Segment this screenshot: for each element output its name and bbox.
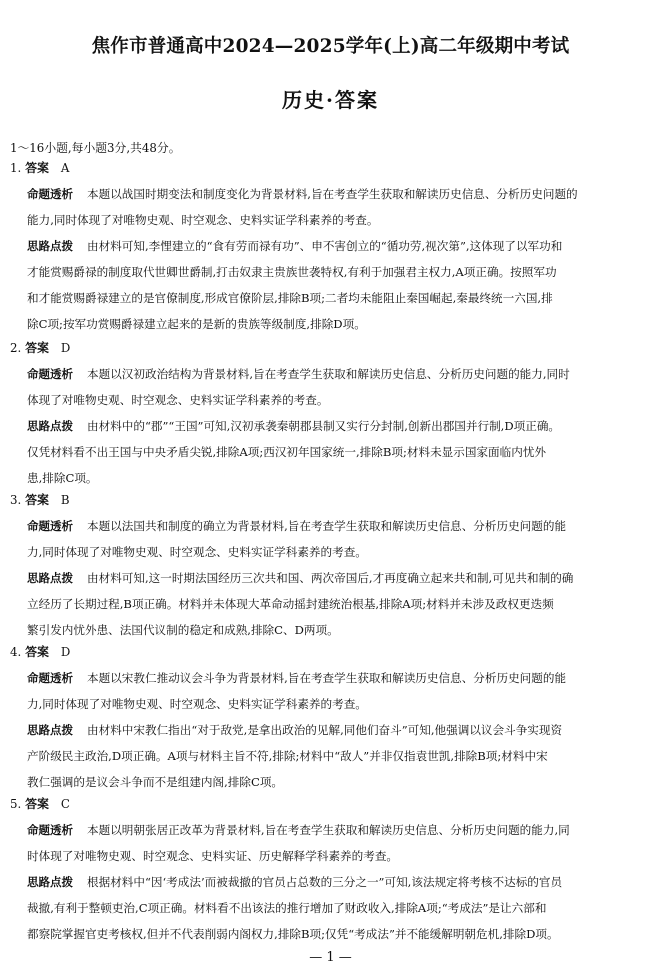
analysis-label: 命题透析 <box>27 671 73 685</box>
analysis-text: 本题以汉初政治结构为背景材料,旨在考查学生获取和解读历史信息、分析历史问题的能力,同时 <box>87 367 570 381</box>
analysis-text: 本题以法国共和制度的确立为背景材料,旨在考查学生获取和解读历史信息、分析历史问题的能 <box>87 519 567 533</box>
hint-line: 患,排除C项。 <box>27 471 98 485</box>
hint-line: 才能赏赐爵禄的制度取代世卿世爵制,打击奴隶主贵族世袭特权,有利于加强君主权力,A项正确。按照军功 <box>27 265 557 279</box>
hint-text: 由材料可知,这一时期法国经历三次共和国、两次帝国后,才再度确立起来共和制,可见共和制的确 <box>87 571 574 585</box>
hint-label: 思路点拨 <box>27 571 73 585</box>
question-header <box>10 159 69 177</box>
analysis-label: 命题透析 <box>27 519 73 533</box>
answer-value: D <box>60 341 71 355</box>
answer-label: 答案 <box>25 797 49 811</box>
answer-label: 答案 <box>25 493 49 507</box>
answer-label: 答案 <box>25 161 49 175</box>
answer-value: C <box>60 797 70 811</box>
hint-line: 繁引发内忧外患、法国代议制的稳定和成熟,排除C、D两项。 <box>27 623 339 637</box>
hint-label: 思路点拨 <box>27 419 73 433</box>
answer-label: 答案 <box>25 645 49 659</box>
answer-value: D <box>60 645 71 659</box>
hint-label: 思路点拨 <box>27 723 73 737</box>
question-number: 5. <box>10 797 22 811</box>
hint-line: 产阶级民主政治,D项正确。A项与材料主旨不符,排除;材料中“敌人”并非仅指袁世凯,排除B项;材料中宋 <box>27 749 548 763</box>
hint-text: 由材料可知,李悝建立的“食有劳而禄有功”、申不害创立的“循功劳,视次第”,这体现了以军功和 <box>87 239 563 253</box>
analysis-line: 能力,同时体现了对唯物史观、时空观念、史料实证学科素养的考查。 <box>27 213 379 227</box>
analysis-line <box>27 185 647 203</box>
analysis-text: 本题以战国时期变法和制度变化为背景材料,旨在考查学生获取和解读历史信息、分析历史问题的 <box>87 187 578 201</box>
analysis-line <box>27 669 647 687</box>
section-intro: 1～16小题,每小题3分,共48分。 <box>10 141 181 155</box>
document-title: 焦作市普通高中2024—2025学年(上)高二年级期中考试 <box>91 36 570 57</box>
hint-line <box>27 569 647 587</box>
hint-text: 由材料中宋教仁指出“对于敌党,是拿出政治的见解,同他们奋斗”可知,他强调以议会斗争实现资 <box>87 723 563 737</box>
hint-line: 都察院掌握官吏考核权,但并不代表削弱内阁权力,排除B项;仅凭“考成法”并不能缓解明朝危机,排除D项。 <box>27 927 559 941</box>
analysis-text: 本题以宋教仁推动议会斗争为背景材料,旨在考查学生获取和解读历史信息、分析历史问题的能 <box>87 671 567 685</box>
analysis-label: 命题透析 <box>27 823 73 837</box>
hint-text: 根据材料中“因‘考成法’而被裁撤的官员占总数的三分之一”可知,该法规定将考核不达标的官员 <box>87 875 563 889</box>
hint-line: 裁撤,有利于整顿吏治,C项正确。材料看不出该法的推行增加了财政收入,排除A项;“考成法”是让六部和 <box>27 901 547 915</box>
hint-line: 仅凭材料看不出王国与中央矛盾尖锐,排除A项;西汉初年国家统一,排除B项;材料未显示国家面临内忧外 <box>27 445 547 459</box>
hint-line: 和才能赏赐爵禄建立的是官僚制度,形成官僚阶层,排除B项;二者均未能阻止秦国崛起,秦最终统一六国,排 <box>27 291 553 305</box>
analysis-line <box>27 517 647 535</box>
document-subtitle: 历史·答案 <box>282 88 379 112</box>
hint-line <box>27 417 647 435</box>
analysis-text: 本题以明朝张居正改革为背景材料,旨在考查学生获取和解读历史信息、分析历史问题的能力,同 <box>87 823 570 837</box>
question-header <box>10 795 70 813</box>
hint-label: 思路点拨 <box>27 239 73 253</box>
hint-line <box>27 721 647 739</box>
question-number: 3. <box>10 493 22 507</box>
analysis-label: 命题透析 <box>27 187 73 201</box>
analysis-line <box>27 365 647 383</box>
analysis-line <box>27 821 647 839</box>
question-number: 1. <box>10 161 22 175</box>
answer-value: A <box>60 161 70 175</box>
answer-label: 答案 <box>25 341 49 355</box>
question-number: 2. <box>10 341 22 355</box>
analysis-line: 时体现了对唯物史观、时空观念、史料实证、历史解释学科素养的考查。 <box>27 849 399 863</box>
hint-line: 除C项;按军功赏赐爵禄建立起来的是新的贵族等级制度,排除D项。 <box>27 317 366 331</box>
hint-text: 由材料中的“郡”“王国”可知,汉初承袭秦朝郡县制又实行分封制,创新出郡国并行制,D项正确。 <box>87 419 561 433</box>
hint-line <box>27 237 647 255</box>
analysis-line: 体现了对唯物史观、时空观念、史料实证学科素养的考查。 <box>27 393 329 407</box>
hint-line: 立经历了长期过程,B项正确。材料并未体现大革命动摇封建统治根基,排除A项;材料并未涉及政权更迭频 <box>27 597 554 611</box>
hint-line: 教仁强调的是议会斗争而不是组建内阁,排除C项。 <box>27 775 284 789</box>
question-header <box>10 643 70 661</box>
analysis-label: 命题透析 <box>27 367 73 381</box>
analysis-line: 力,同时体现了对唯物史观、时空观念、史料实证学科素养的考查。 <box>27 545 367 559</box>
question-header <box>10 491 70 509</box>
answer-value: B <box>60 493 70 507</box>
page-number: — 1 — <box>309 950 352 965</box>
hint-line <box>27 873 647 891</box>
question-header <box>10 339 70 357</box>
question-number: 4. <box>10 645 22 659</box>
hint-label: 思路点拨 <box>27 875 73 889</box>
analysis-line: 力,同时体现了对唯物史观、时空观念、史料实证学科素养的考查。 <box>27 697 367 711</box>
